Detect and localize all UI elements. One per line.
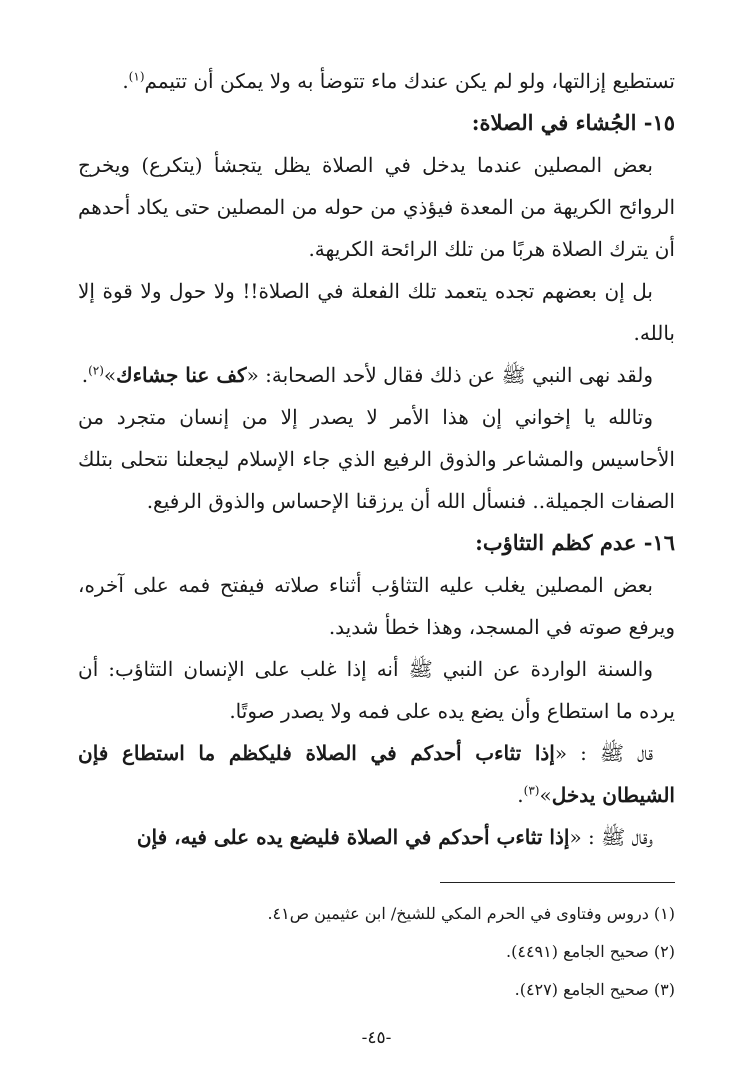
paragraph-7: والسنة الواردة عن النبي ﷺ أنه إذا غلب على الإنسان التثاؤب: أن يرده ما استطاع وأن يضع يده على فمه ولا يصدر صوتًا. <box>78 657 675 723</box>
hadith-quote: إذا تثاءب أحدكم في الصلاة فليضع يده على فيه، فإن <box>136 825 570 849</box>
paragraph-8 <box>78 732 675 816</box>
hadith-quote: كف عنا جشاءك <box>116 363 247 387</box>
paragraph-9 <box>78 816 675 858</box>
section-heading-15: ١٥- الجُشاء في الصلاة: <box>471 110 675 135</box>
punctuation: . <box>81 363 89 387</box>
footnotes <box>78 895 675 1009</box>
quote-close: » <box>103 363 117 387</box>
footnote-ref-3: (٣) <box>523 783 540 798</box>
paragraph-4 <box>78 354 675 396</box>
paragraph-text: وقال ﷺ : « <box>569 825 653 849</box>
footnote-1: (١) دروس وفتاوى في الحرم المكي للشيخ/ ابن عثيمين ص٤١. <box>267 904 675 923</box>
main-text <box>78 60 675 858</box>
footnote-ref-1: (١) <box>128 69 145 84</box>
paragraph-text: تستطيع إزالتها، ولو لم يكن عندك ماء تتوضأ به ولا يمكن أن تتيمم <box>144 69 675 93</box>
hadith-quote: إذا تثاءب أحدكم في الصلاة فليكظم ما استطاع فإن الشيطان يدخل <box>78 741 675 807</box>
punctuation: . <box>122 69 129 93</box>
paragraph-3: بل إن بعضهم تجده يتعمد تلك الفعلة في الصلاة!! ولا حول ولا قوة إلا بالله. <box>78 279 675 345</box>
paragraph-2: بعض المصلين عندما يدخل في الصلاة يظل يتجشأ (يتكرع) ويخرج الروائح الكريهة من المعدة فيؤذي من حوله من المصلين حتى يكاد أحدهم أن يترك الصلاة هربًا من تلك الرائحة الكريهة. <box>78 153 675 261</box>
footnote-ref-2: (٢) <box>88 363 104 378</box>
quote-close: » <box>539 783 552 807</box>
paragraph-1 <box>78 60 675 102</box>
footnote-2: (٢) صحيح الجامع (٤٤٩١). <box>506 942 675 961</box>
punctuation: . <box>517 783 524 807</box>
paragraph-text: قال ﷺ : « <box>554 741 653 765</box>
footnote-3: (٣) صحيح الجامع (٤٢٧). <box>514 980 675 999</box>
page-number: -٤٥- <box>361 1028 392 1048</box>
paragraph-text: ولقد نهى النبي ﷺ عن ذلك فقال لأحد الصحابة: « <box>246 363 653 387</box>
section-heading-16: ١٦- عدم كظم التثاؤب: <box>475 530 675 555</box>
paragraph-6: بعض المصلين يغلب عليه التثاؤب أثناء صلاته فيفتح فمه على آخره، ويرفع صوته في المسجد، وهذا خطأ شديد. <box>78 573 675 639</box>
footnote-divider <box>440 882 675 883</box>
paragraph-5: وتالله يا إخواني إن هذا الأمر لا يصدر إلا من إنسان متجرد من الأحاسيس والمشاعر والذوق الرفيع الذي جاء الإسلام ليجعلنا نتحلى بتلك الصفات الجميلة.. فنسأل الله أن يرزقنا الإحساس والذوق الرفيع. <box>78 405 675 513</box>
